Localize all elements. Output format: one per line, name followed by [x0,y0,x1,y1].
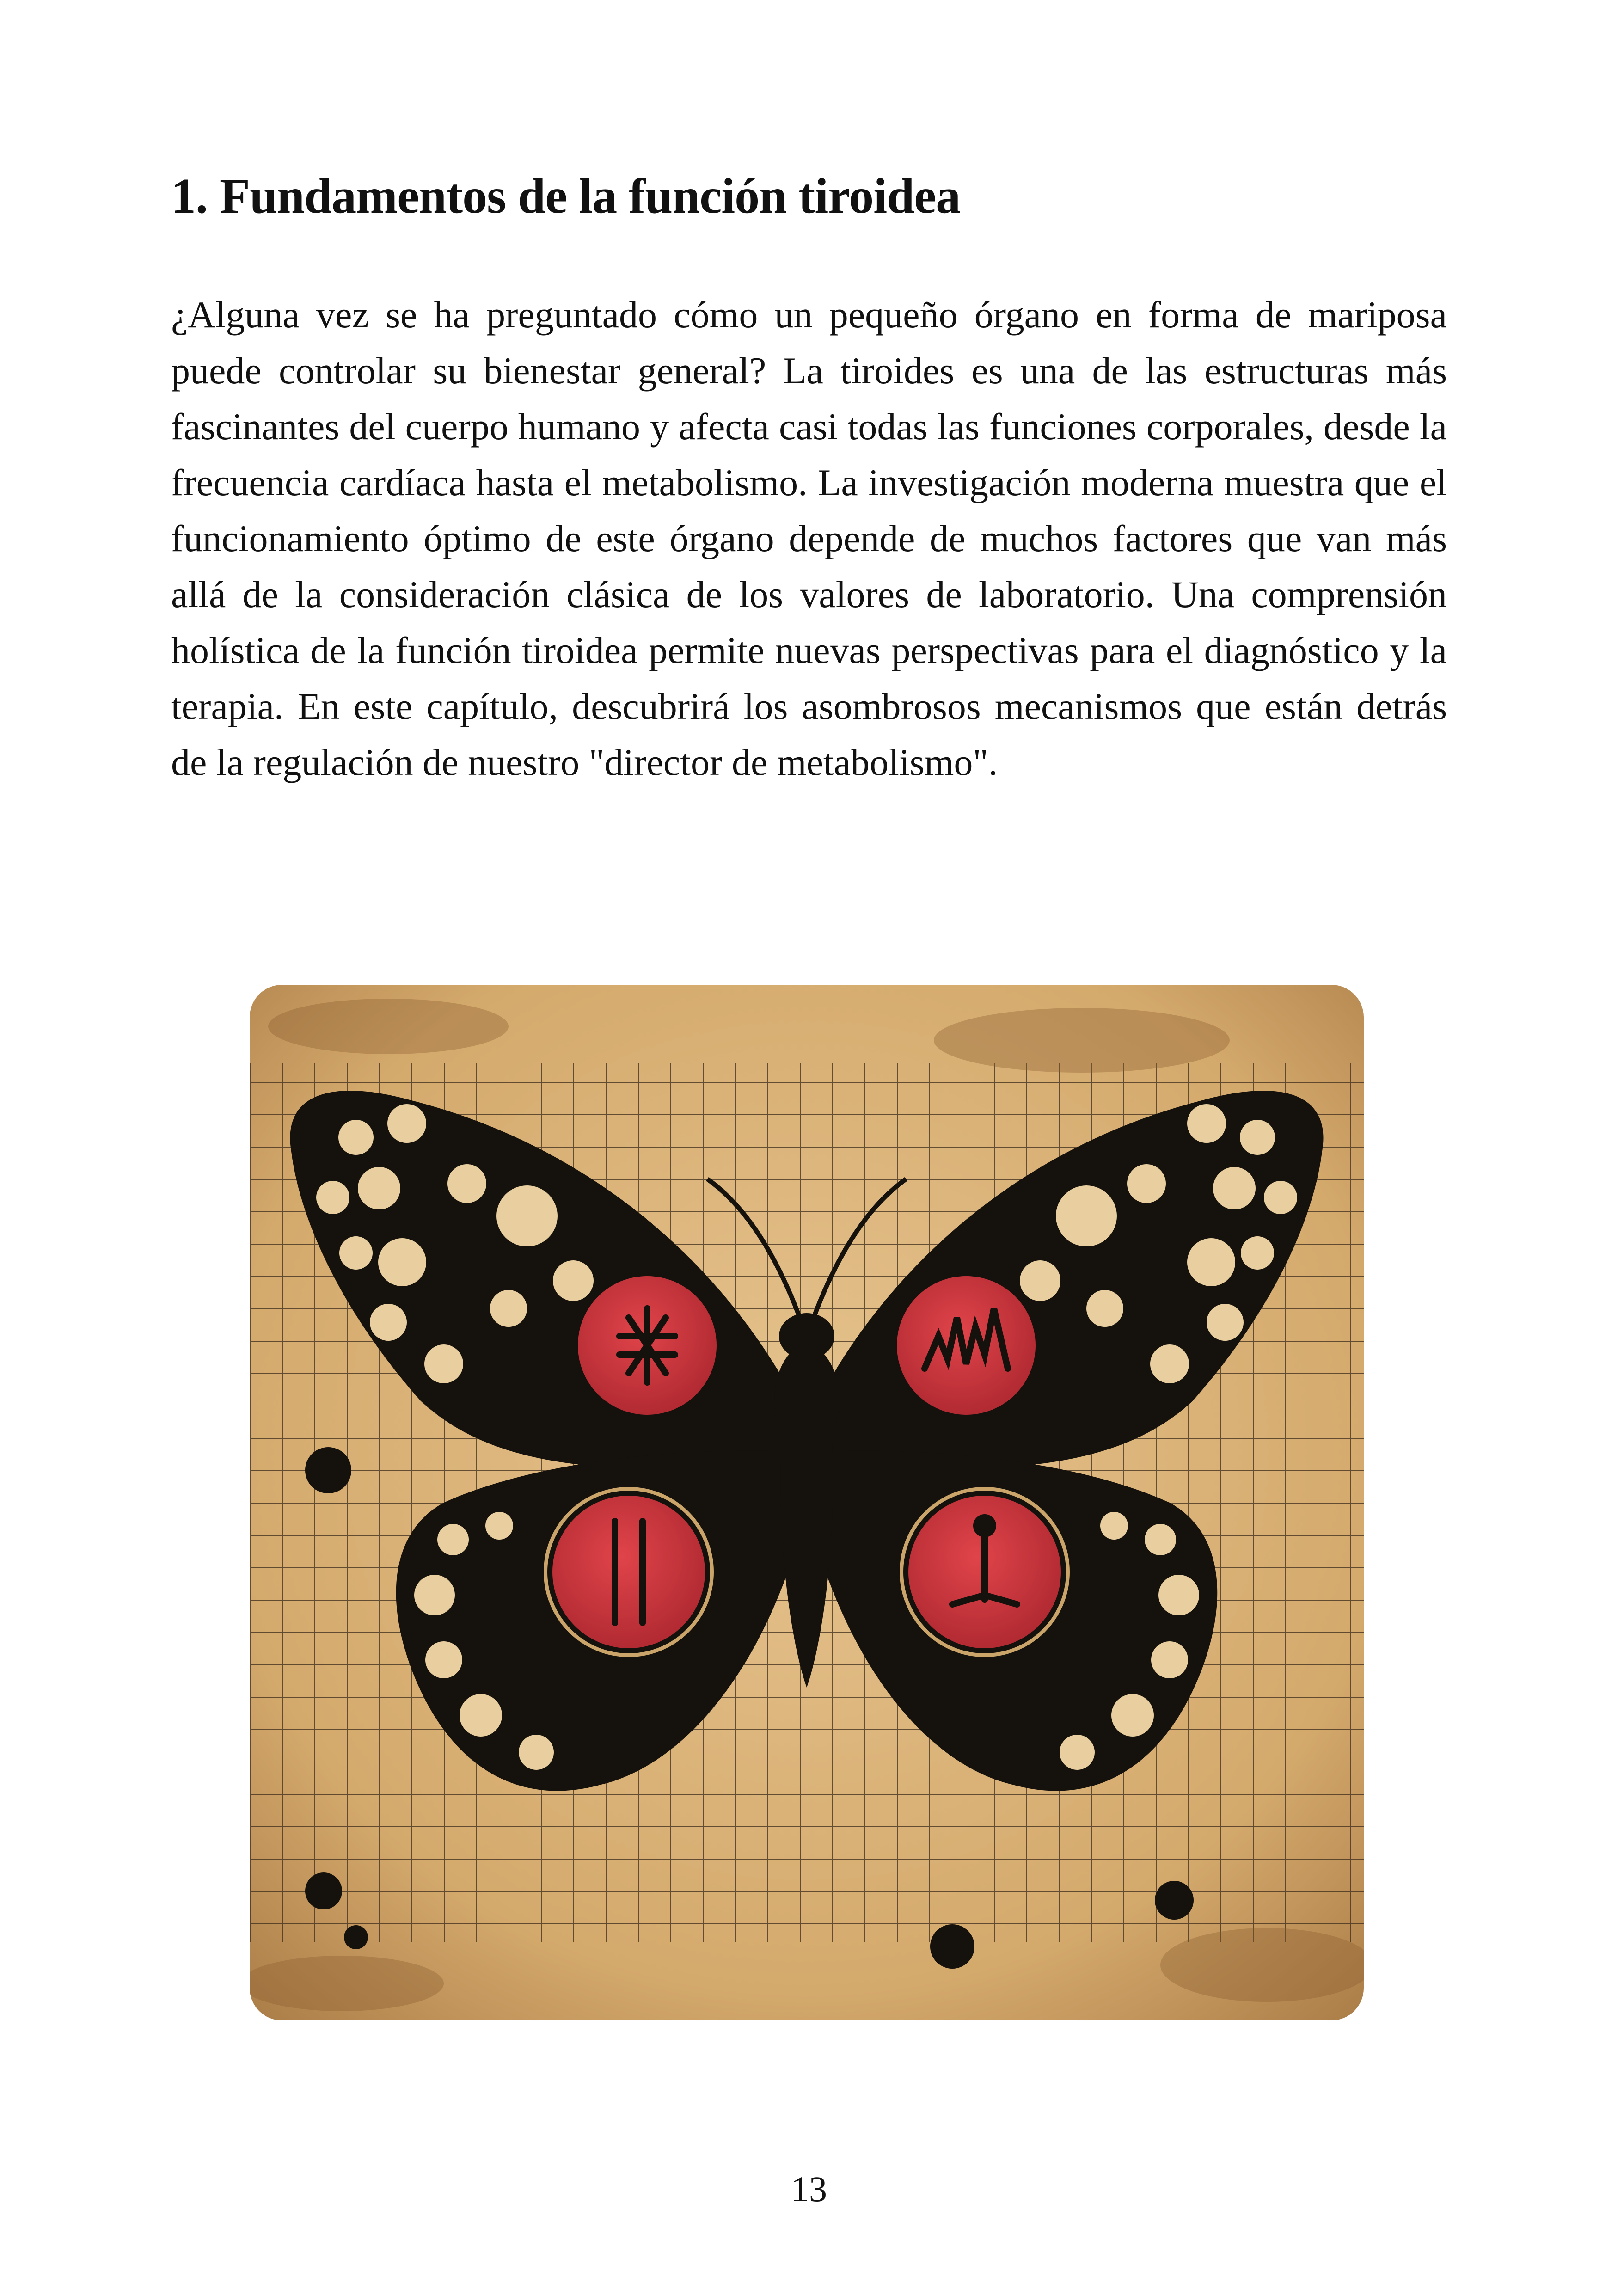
chapter-intro-paragraph: ¿Alguna vez se ha preguntado cómo un pequeño órgano en forma de mariposa puede controlar su bienestar general? La tiroides es una de las estructuras más fascinantes del cuerpo humano y afecta casi todas las funciones corporales, desde la frecuencia cardíaca hasta el metabolismo. La investigación moderna muestra que el funcionamiento óptimo de este órgano depende de muchos factores que van más allá de la consideración clásica de los valores de laboratorio. Una comprensión holística de la función tiroidea permite nuevas perspectivas para el diagnóstico y la terapia. En este capítulo, descubrirá los asombrosos mecanismos que están detrás de la regulación de nuestro "director de metabolismo". [171,294,1447,783]
butterfly-thorax [774,1345,839,1456]
butterfly-illustration [250,985,1364,2020]
butterfly-artwork [250,985,1364,2020]
chapter-heading: 1. Fundamentos de la función tiroidea [171,169,961,224]
page-number: 13 [791,2169,827,2209]
